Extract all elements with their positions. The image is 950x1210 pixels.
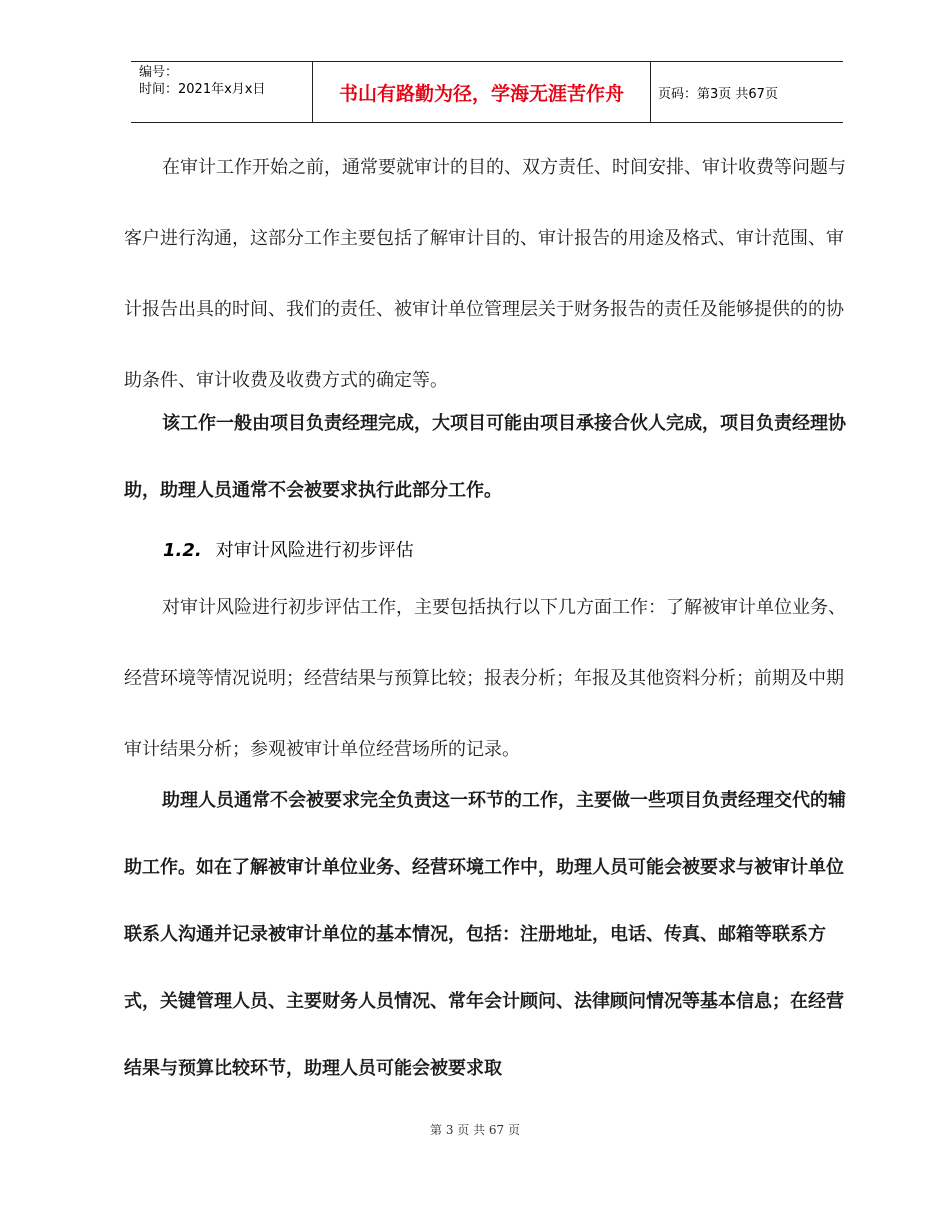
header-number-label: 编号： [139,65,179,80]
section-number: 1.2. [163,540,202,561]
header-date: 时间：2021年x月x日 [139,82,266,97]
section-title: 对审计风险进行初步评估 [215,540,414,561]
document-header [131,61,843,123]
paragraph-4 [124,767,852,1102]
paragraph-1-text: 在审计工作开始之前，通常要就审计的目的、双方责任、时间安排、审计收费等问题与客户进行沟通，这部分工作主要包括了解审计目的、审计报告的用途及格式、审计范围、审计报告出具的时间、我们的责任、被审计单位管理层关于财务报告的责任及能够提供的的协助条件、审计收费及收费方式的确定等。 [124,157,846,391]
paragraph-3-text: 对审计风险进行初步评估工作，主要包括执行以下几方面工作：了解被审计单位业务、经营环境等情况说明；经营结果与预算比较；报表分析；年报及其他资料分析；前期及中期审计结果分析；参观被审计单位经营场所的记录。 [124,597,846,760]
header-meta [139,64,309,98]
paragraph-2 [124,390,852,524]
paragraph-3 [124,572,852,785]
header-page-info: 页码：第3页 共67页 [658,86,778,102]
paragraph-1 [124,132,852,416]
paragraph-4-text: 助理人员通常不会被要求完全负责这一环节的工作，主要做一些项目负责经理交代的辅助工作。如在了解被审计单位业务、经营环境工作中，助理人员可能会被要求与被审计单位联系人沟通并记录被审计单位的基本情况，包括：注册地址，电话、传真、邮箱等联系方式，关键管理人员、主要财务人员情况、常年会计顾问、法律顾问情况等基本信息；在经营结果与预算比较环节，助理人员可能会被要求取 [124,790,846,1079]
section-heading [163,536,414,562]
paragraph-2-text: 该工作一般由项目负责经理完成，大项目可能由项目承接合伙人完成，项目负责经理协助，助理人员通常不会被要求执行此部分工作。 [124,413,846,501]
header-motto: 书山有路勤为径，学海无涯苦作舟 [312,62,651,122]
page-footer: 第 3 页 共 67 页 [430,1123,520,1137]
